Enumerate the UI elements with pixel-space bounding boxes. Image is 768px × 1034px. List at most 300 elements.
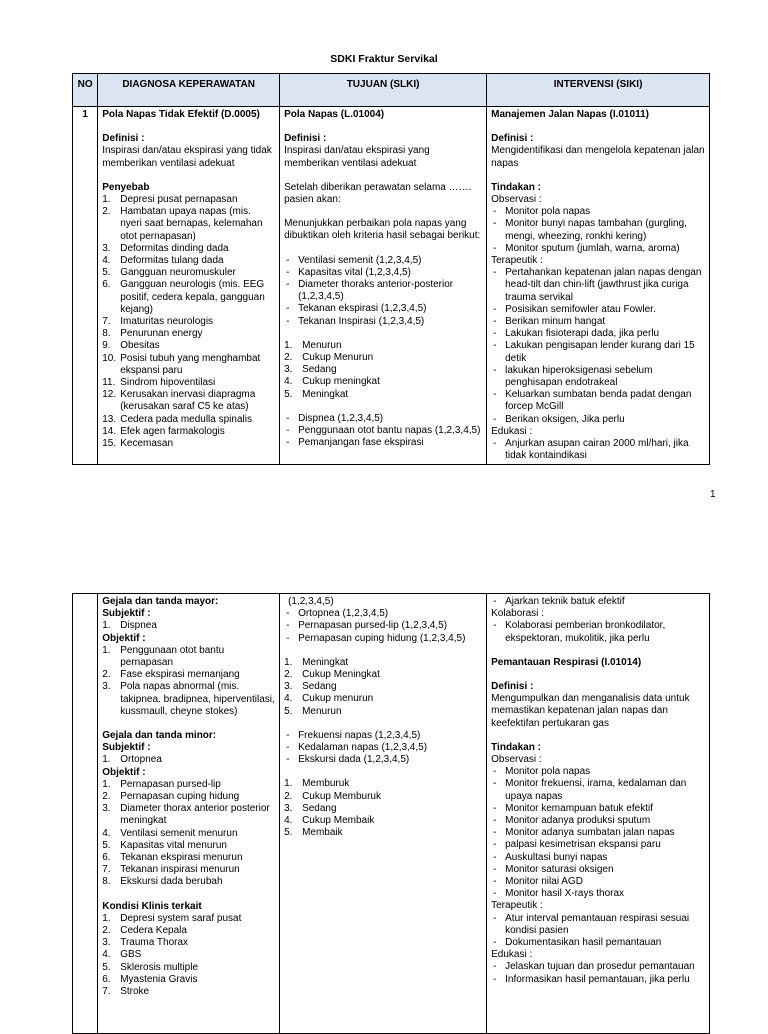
list-marker: -	[286, 608, 290, 620]
diagnosa-definition: Inspirasi dan/atau ekspirasi yang tidak memberikan ventilasi adekuat	[102, 145, 272, 169]
list-item	[491, 620, 705, 644]
subjektif-label: Subjektif :	[102, 608, 151, 620]
list-item-text: Cedera Kepala	[120, 925, 187, 937]
list-item	[491, 414, 705, 426]
list-item	[284, 730, 482, 742]
list-item	[284, 742, 482, 754]
penyebab-list	[102, 194, 275, 450]
list-marker: -	[493, 438, 497, 450]
list-marker: -	[493, 912, 497, 924]
list-item-text: Deformitas dinding dada	[120, 242, 229, 254]
list-item	[284, 791, 482, 803]
list-marker: 4.	[102, 949, 111, 961]
list-item-text: Dispnea	[120, 620, 157, 632]
list-item	[491, 974, 705, 986]
list-marker: -	[493, 888, 497, 900]
list-marker: -	[286, 425, 290, 437]
list-marker: -	[286, 620, 290, 632]
edukasi-list	[491, 961, 705, 985]
list-item	[102, 754, 275, 766]
list-item-text: Tekanan ekspirasi (1,2,3,4,5)	[298, 303, 427, 315]
list-item	[284, 754, 482, 766]
list-marker: -	[493, 364, 497, 376]
list-item-text: Penurunan energy	[120, 328, 203, 340]
list-item	[102, 414, 275, 426]
list-item-text: Depresi pusat pernapasan	[120, 194, 238, 206]
list-item	[284, 389, 482, 401]
list-marker: 4.	[284, 693, 293, 705]
list-item	[284, 425, 482, 437]
objektif-label: Objektif :	[102, 632, 146, 644]
minor-label: Gejala dan tanda minor:	[102, 730, 217, 742]
list-item-text: Cukup Memburuk	[302, 790, 381, 802]
list-item	[284, 669, 482, 681]
list-marker: -	[286, 437, 290, 449]
list-marker: -	[286, 742, 290, 754]
list-item	[284, 681, 482, 693]
list-item-text: Penggunaan otot bantu napas (1,2,3,4,5)	[298, 425, 481, 437]
list-marker: 1.	[102, 194, 111, 206]
list-marker: 3.	[102, 681, 111, 693]
list-item	[491, 267, 705, 304]
list-item-text: Cukup Menurun	[302, 352, 374, 364]
list-marker: -	[493, 863, 497, 875]
list-item	[284, 827, 482, 839]
list-item	[284, 303, 482, 315]
list-marker: 1.	[102, 778, 111, 790]
list-item-text: Diameter thorax anterior posterior meningkat	[120, 803, 270, 827]
list-marker: -	[493, 973, 497, 985]
list-item	[102, 620, 275, 632]
list-item	[102, 962, 275, 974]
intervensi-cell	[487, 107, 710, 465]
objektif-label: Objektif :	[102, 766, 146, 778]
list-item-text: palpasi kesimetrisan ekspansi paru	[505, 839, 661, 851]
tujuan-setelah: Setelah diberikan perawatan selama ……. pasien akan:	[284, 181, 472, 206]
list-marker: 14.	[102, 425, 117, 437]
list-item-text: Pernapasan pursed-lip	[120, 778, 221, 790]
list-marker: -	[286, 279, 290, 291]
list-marker: 10.	[102, 352, 117, 364]
kriteria-list	[284, 608, 482, 645]
list-marker: 5.	[102, 839, 111, 851]
list-item	[491, 876, 705, 888]
list-item-text: Monitor pola napas	[505, 766, 591, 778]
tindakan-label: Tindakan :	[491, 181, 541, 193]
list-item-text: Sindrom hipoventilasi	[120, 377, 216, 389]
list-item	[102, 949, 275, 961]
list-item	[491, 243, 705, 255]
list-marker: 1.	[102, 912, 111, 924]
page-number: 1	[710, 489, 716, 500]
list-marker: 9.	[102, 340, 111, 352]
list-item	[102, 876, 275, 888]
list-marker: -	[493, 413, 497, 425]
list-item	[284, 657, 482, 669]
list-item	[284, 778, 482, 790]
list-item	[102, 353, 275, 377]
list-item-text: Posisi tubuh yang menghambat ekspansi paru	[120, 352, 261, 376]
list-item-text: Posisikan semifowler atau Fowler.	[505, 303, 656, 315]
list-marker: 6.	[102, 973, 111, 985]
minor-objektif-list	[102, 779, 275, 889]
list-item	[491, 596, 705, 608]
observasi-list	[491, 766, 705, 900]
list-item	[284, 316, 482, 328]
diagnosa-cell	[98, 107, 280, 465]
list-item-text: Pernapasan cuping hidung (1,2,3,4,5)	[298, 632, 466, 644]
list-marker: -	[493, 340, 497, 352]
list-item	[102, 267, 275, 279]
tujuan-menunjukkan: Menunjukkan perbaikan pola napas yang dibuktikan oleh kriteria hasil sebagai berikut:	[284, 218, 481, 242]
document-title: SDKI Fraktur Servikal	[330, 53, 438, 65]
list-marker: 3.	[284, 681, 293, 693]
list-item-text: Gangguan neurologis (mis. EEG positif, cedera kepala, gangguan kejang)	[120, 279, 265, 315]
list-marker: -	[493, 242, 497, 254]
list-marker: 3.	[284, 802, 293, 814]
list-item	[491, 206, 705, 218]
sdki-table-page2	[72, 593, 710, 1034]
list-item	[102, 438, 275, 450]
list-item	[102, 279, 275, 316]
list-item-text: Depresi system saraf pusat	[120, 912, 242, 924]
list-item	[102, 426, 275, 438]
list-marker: 8.	[102, 328, 111, 340]
kriteria-list	[284, 255, 482, 328]
subjektif-label: Subjektif :	[102, 742, 151, 754]
list-item-text: Dokumentasikan hasil pemantauan	[505, 937, 662, 949]
list-item-text: Berikan minum hangat	[505, 316, 606, 328]
intervensi-definition: Mengidentifikasi dan mengelola kepatenan jalan napas	[491, 145, 705, 169]
list-item	[491, 316, 705, 328]
edukasi-label: Edukasi :	[491, 425, 533, 437]
list-marker: -	[493, 961, 497, 973]
observasi-list	[491, 206, 705, 255]
list-marker: 5.	[284, 705, 293, 717]
edukasi-label: Edukasi :	[491, 949, 533, 961]
list-item	[102, 791, 275, 803]
terapeutik-list	[491, 267, 705, 426]
list-item-text: Trauma Thorax	[120, 937, 189, 949]
list-item-text: Imaturitas neurologis	[120, 316, 214, 328]
list-item	[284, 255, 482, 267]
list-item	[491, 340, 705, 364]
terapeutik-list	[491, 913, 705, 950]
list-item	[102, 316, 275, 328]
list-marker: 3.	[102, 803, 111, 815]
list-marker: 5.	[284, 388, 293, 400]
list-item	[491, 304, 705, 316]
list-item-text: Cukup Membaik	[302, 815, 375, 827]
list-item	[102, 669, 275, 681]
list-item-text: Atur interval pemantauan respirasi sesuai kondisi pasien	[505, 912, 690, 936]
list-item-text: Monitor pola napas	[505, 206, 591, 218]
tindakan-label: Tindakan :	[491, 741, 541, 753]
list-item-text: Myastenia Gravis	[120, 973, 198, 985]
list-marker: 2.	[284, 669, 293, 681]
list-item	[102, 986, 275, 998]
list-marker: 7.	[102, 316, 111, 328]
klinis-label: Kondisi Klinis terkait	[102, 900, 202, 912]
list-item	[102, 828, 275, 840]
header-intervensi: INTERVENSI (SIKI)	[487, 74, 710, 107]
list-item	[102, 937, 275, 949]
list-item	[102, 864, 275, 876]
list-marker: 3.	[102, 242, 111, 254]
list-marker: -	[286, 254, 290, 266]
list-item-text: Tekanan inspirasi menurun	[120, 864, 240, 876]
list-item	[102, 913, 275, 925]
list-item-text: Sklerosis multiple	[120, 961, 199, 973]
sdki-table-page1	[72, 73, 710, 465]
definisi-label: Definisi :	[102, 133, 145, 145]
list-item-text: Cedera pada medulla spinalis	[120, 413, 252, 425]
definisi-label: Definisi :	[284, 133, 327, 145]
list-marker: -	[493, 206, 497, 218]
list-item	[102, 194, 275, 206]
list-marker: -	[493, 620, 497, 632]
list-marker: -	[493, 389, 497, 401]
tujuan-definition: Inspirasi dan/atau ekspirasi yang memberikan ventilasi adekuat	[284, 145, 430, 169]
diagnosa-cell	[98, 594, 280, 1034]
list-item-text: Monitor kemampuan batuk efektif	[505, 802, 653, 814]
list-marker: -	[286, 754, 290, 766]
list-item	[102, 340, 275, 352]
skala-list	[284, 340, 482, 401]
list-item-text: Hambatan upaya napas (mis. nyeri saat bernapas, kelemahan otot pernapasan)	[120, 206, 263, 242]
list-marker: 2.	[284, 790, 293, 802]
list-item	[102, 925, 275, 937]
list-marker: 2.	[102, 925, 111, 937]
list-item	[491, 218, 705, 242]
list-item	[102, 852, 275, 864]
table-row	[73, 594, 710, 1034]
penyebab-label: Penyebab	[102, 181, 150, 193]
list-item-text: Ortopnea	[120, 754, 162, 766]
list-item	[491, 888, 705, 900]
list-item	[491, 328, 705, 340]
terapeutik-label: Terapeutik :	[491, 900, 543, 912]
list-marker: 4.	[284, 815, 293, 827]
list-item-text: Meningkat	[302, 656, 349, 668]
skala-list	[284, 657, 482, 718]
list-item-text: Kecemasan	[120, 438, 174, 450]
header-diagnosa: DIAGNOSA KEPERAWATAN	[98, 74, 280, 107]
list-marker: -	[493, 876, 497, 888]
list-item	[102, 779, 275, 791]
list-marker: -	[493, 596, 497, 607]
diagnosa-title: Pola Napas Tidak Efektif (D.0005)	[102, 109, 260, 120]
skala-list	[284, 778, 482, 839]
list-item	[284, 376, 482, 388]
list-item	[491, 815, 705, 827]
row-number-empty	[73, 594, 98, 1034]
list-marker: -	[493, 766, 497, 778]
header-no: NO	[73, 74, 98, 107]
list-item-text: Sedang	[302, 681, 337, 693]
list-item-text: Monitor nilai AGD	[505, 876, 583, 888]
list-item-text: Ajarkan teknik batuk efektif	[505, 596, 625, 607]
list-marker: 3.	[102, 937, 111, 949]
list-item-text: Ortopnea (1,2,3,4,5)	[298, 608, 389, 620]
kolaborasi-label: Kolaborasi :	[491, 608, 544, 620]
list-item-text: Monitor hasil X-rays thorax	[505, 888, 625, 900]
list-marker: -	[286, 315, 290, 327]
list-item-text: lakukan hiperoksigenasi sebelum penghisapan endotrakeal	[505, 364, 653, 389]
observasi-label: Observasi :	[491, 194, 542, 206]
list-marker: 5.	[102, 267, 111, 279]
list-marker: -	[493, 218, 497, 230]
list-item-text: Tekanan Inspirasi (1,2,3,4,5)	[298, 315, 425, 327]
list-item-text: Lakukan pengisapan lender kurang dari 15 detik	[505, 340, 695, 364]
tujuan-cell	[280, 107, 487, 465]
list-item	[284, 279, 482, 303]
tujuan-title: Pola Napas (L.01004)	[284, 109, 385, 120]
list-item-text: Lakukan fisioterapi dada, jika perlu	[505, 328, 660, 340]
list-item-text: Kapasitas vital (1,2,3,4,5)	[298, 266, 411, 278]
list-item-text: Frekuensi napas (1,2,3,4,5)	[298, 729, 421, 741]
list-marker: 5.	[284, 827, 293, 839]
list-marker: -	[493, 802, 497, 814]
list-item-text: Memburuk	[302, 778, 350, 790]
list-item	[491, 389, 705, 413]
list-item-text: Monitor adanya sumbatan jalan napas	[505, 827, 675, 839]
list-marker: 1.	[102, 754, 111, 766]
list-item	[102, 681, 275, 718]
list-item-text: Kolaborasi pemberian bronkodilator, ekspektoran, mukolitik, jika perlu	[505, 620, 666, 644]
list-marker: 5.	[102, 961, 111, 973]
list-item	[102, 803, 275, 827]
list-marker: -	[286, 412, 290, 424]
list-marker: -	[493, 328, 497, 340]
list-item	[284, 803, 482, 815]
list-item	[102, 645, 275, 669]
list-item-text: Kapasitas vital menurun	[120, 839, 227, 851]
definisi-label: Definisi :	[491, 681, 534, 693]
list-item-text: Pola napas abnormal (mis. takipnea. bradipnea, hiperventilasi, kussmaull, cheyne stokes)	[120, 681, 275, 717]
list-item-text: Monitor adanya produksi sputum	[505, 815, 651, 827]
list-item	[284, 815, 482, 827]
list-item-text: Gangguan neuromuskuler	[120, 267, 236, 279]
list-marker: 6.	[102, 279, 111, 291]
edukasi-continuation-list	[491, 596, 705, 608]
list-item-text: Keluarkan sumbatan benda padat dengan forcep McGill	[505, 389, 692, 413]
list-item-text: Ekskursi dada (1,2,3,4,5)	[298, 754, 410, 766]
row-number: 1	[73, 107, 98, 465]
list-item	[284, 364, 482, 376]
list-marker: 3.	[284, 364, 293, 376]
list-item-text: Informasikan hasil pemantauan, jika perlu	[505, 973, 690, 985]
list-marker: 1.	[102, 620, 111, 632]
list-marker: -	[286, 303, 290, 315]
kriteria-list	[284, 730, 482, 767]
list-item	[491, 961, 705, 973]
list-marker: 4.	[102, 827, 111, 839]
kolaborasi-list	[491, 620, 705, 644]
list-item-text: Anjurkan asupan cairan 2000 ml/hari, jika tidak kontaindikasi	[505, 438, 689, 462]
list-marker: -	[286, 729, 290, 741]
list-item-text: Diameter thoraks anterior-posterior (1,2,3,4,5)	[298, 279, 454, 303]
list-item	[102, 206, 275, 243]
list-marker: 8.	[102, 876, 111, 888]
minor-subjektif-list	[102, 754, 275, 766]
list-marker: 13.	[102, 413, 117, 425]
table-header-row	[73, 74, 710, 107]
list-item	[102, 840, 275, 852]
klinis-list	[102, 913, 275, 998]
list-item	[491, 937, 705, 949]
list-item-text: Membaik	[302, 827, 343, 839]
list-marker: 1.	[284, 339, 293, 351]
list-item	[102, 328, 275, 340]
list-item	[491, 913, 705, 937]
tujuan-continuation: (1,2,3,4,5)	[288, 596, 334, 607]
header-tujuan: TUJUAN (SLKI)	[280, 74, 487, 107]
list-marker: -	[493, 937, 497, 949]
list-item-text: Dispnea (1,2,3,4,5)	[298, 412, 384, 424]
list-item-text: Auskultasi bunyi napas	[505, 851, 608, 863]
kriteria-list	[284, 413, 482, 450]
list-item	[284, 437, 482, 449]
observasi-label: Observasi :	[491, 754, 542, 766]
list-item-text: Monitor saturasi oksigen	[505, 863, 614, 875]
list-marker: 2.	[284, 352, 293, 364]
list-item-text: Sedang	[302, 364, 337, 376]
list-item	[102, 255, 275, 267]
intervensi-definition: Mengumpulkan dan menganalisis data untuk memastikan kepatenan jalan napas dan keefektifan pertukaran gas	[491, 693, 690, 729]
list-item-text: Menurun	[302, 705, 342, 717]
list-item-text: Tekanan ekspirasi menurun	[120, 852, 243, 864]
list-item-text: Pernapasan cuping hidung	[120, 791, 240, 803]
list-marker: 1.	[102, 644, 111, 656]
list-marker: -	[493, 815, 497, 827]
list-item	[284, 352, 482, 364]
list-item-text: Kedalaman napas (1,2,3,4,5)	[298, 742, 428, 754]
list-item-text: Pertahankan kepatenan jalan napas dengan head-tilt dan chin-lift (jawthrust jika curiga trauma servikal	[505, 267, 702, 303]
list-marker: 1.	[284, 656, 293, 668]
list-item-text: Ventilasi semenit (1,2,3,4,5)	[298, 254, 422, 266]
list-item	[284, 413, 482, 425]
list-item	[284, 340, 482, 352]
list-item	[491, 803, 705, 815]
list-item-text: Penggunaan otot bantu pernapasan	[120, 644, 225, 669]
list-item	[491, 766, 705, 778]
list-item-text: Meningkat	[302, 388, 349, 400]
list-item-text: Efek agen farmakologis	[120, 425, 225, 437]
list-item	[491, 852, 705, 864]
tujuan-cell	[280, 594, 487, 1034]
list-marker: 1.	[284, 778, 293, 790]
edukasi-list	[491, 438, 705, 462]
mayor-subjektif-list	[102, 620, 275, 632]
list-item-text: Pemanjangan fase ekspirasi	[298, 437, 424, 449]
intervensi-title: Pemantauan Respirasi (I.01014)	[491, 656, 642, 668]
list-marker: -	[493, 827, 497, 839]
list-item-text: Cukup meningkat	[302, 376, 380, 388]
mayor-objektif-list	[102, 645, 275, 718]
list-marker: 4.	[284, 376, 293, 388]
list-marker: -	[493, 851, 497, 863]
list-marker: -	[493, 316, 497, 328]
list-item	[491, 827, 705, 839]
list-item-text: Monitor sputum (jumlah, warna, aroma)	[505, 242, 680, 254]
mayor-label: Gejala dan tanda mayor:	[102, 596, 219, 607]
list-marker: -	[493, 303, 497, 315]
list-item	[491, 778, 705, 802]
list-item-text: Pernapasan pursed-lip (1,2,3,4,5)	[298, 620, 448, 632]
list-item-text: Menurun	[302, 339, 342, 351]
list-item	[284, 633, 482, 645]
